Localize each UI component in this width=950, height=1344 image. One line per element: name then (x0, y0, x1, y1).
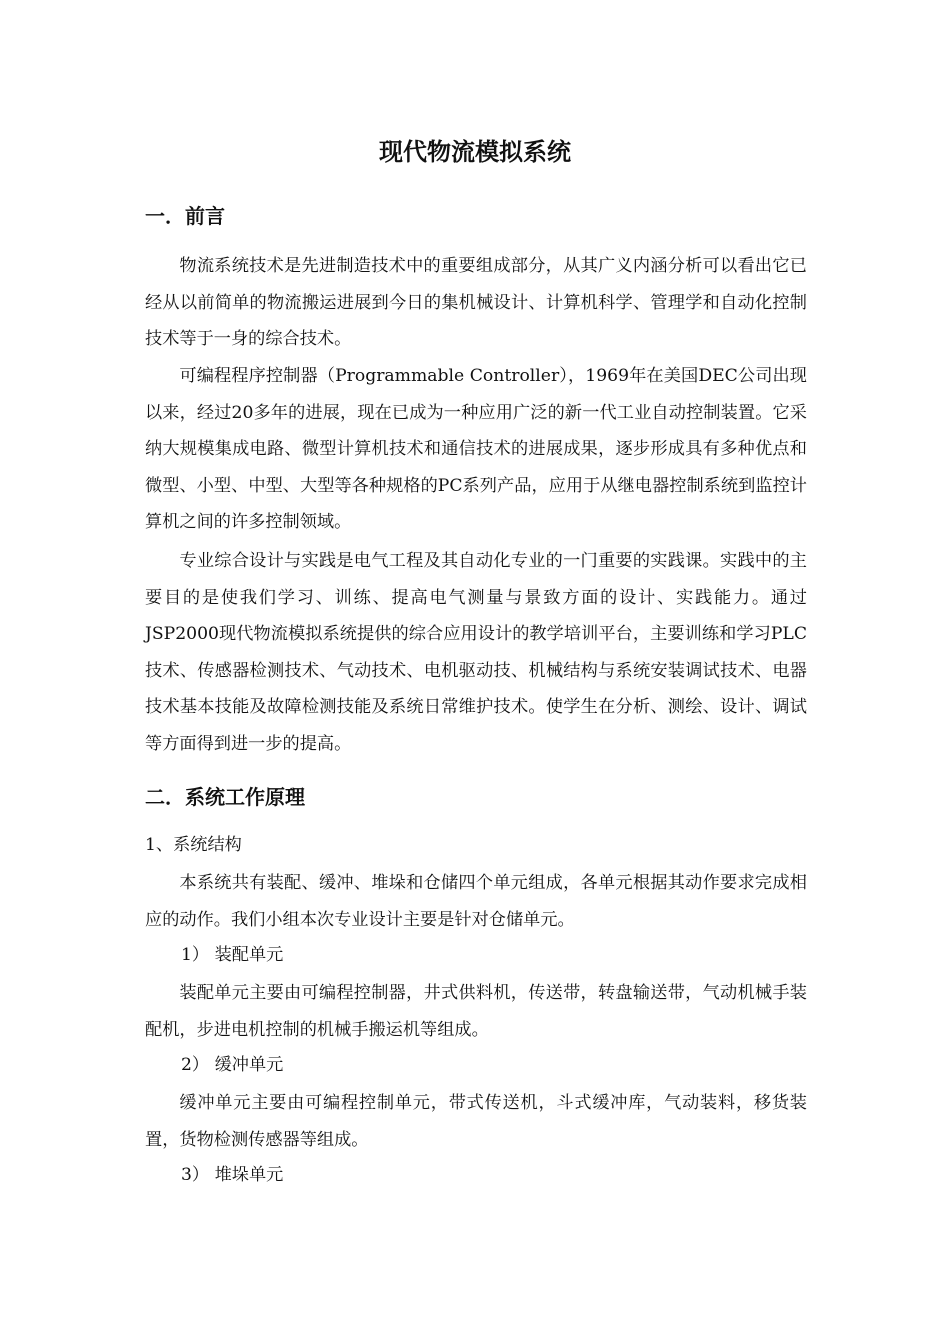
buffer-unit-paragraph: 缓冲单元主要由可编程控制单元，带式传送机，斗式缓冲库，气动装料，移货装置，货物检测传感器等组成。 (145, 1093, 807, 1150)
preface-paragraph-3: 专业综合设计与实践是电气工程及其自动化专业的一门重要的实践课。实践中的主要目的是使我们学习、训练、提高电气测量与景致方面的设计、实践能力。通过JSP2000现代物流模拟系统提供的综合应用设计的教学培训平台，主要训练和学习PLC技术、传感器检测技术、气动技术、电机驱动技、机械结构与系统安装调试技术、电器技术基本技能及故障检测技能及系统日常维护技术。使学生在分析、测绘、设计、调试等方面得到进一步的提高。 (145, 551, 807, 754)
system-structure-paragraph: 本系统共有装配、缓冲、堆垛和仓储四个单元组成，各单元根据其动作要求完成相应的动作。我们小组本次专业设计主要是针对仓储单元。 (145, 873, 807, 930)
section-heading-preface: 一．前言 (145, 204, 225, 228)
subsection-system-structure: 1、系统结构 (145, 835, 242, 855)
assembly-unit-paragraph: 装配单元主要由可编程控制器，井式供料机，传送带，转盘输送带，气动机械手装配机，步进电机控制的机械手搬运机等组成。 (145, 983, 807, 1040)
unit-label-assembly: 1） 装配单元 (181, 945, 284, 965)
unit-label-buffer: 2） 缓冲单元 (181, 1055, 284, 1075)
preface-paragraph-2: 可编程程序控制器（Programmable Controller），1969年在美国DEC公司出现以来，经过20多年的进展，现在已成为一种应用广泛的新一代工业自动控制装置。它采纳大规模集成电路、微型计算机技术和通信技术的进展成果，逐步形成具有多种优点和微型、小型、中型、大型等各种规格的PC系列产品，应用于从继电器控制系统到监控计算机之间的许多控制领域。 (145, 366, 807, 532)
unit-label-stacking: 3） 堆垛单元 (181, 1165, 284, 1185)
document-title: 现代物流模拟系统 (379, 138, 571, 166)
section-heading-principle: 二．系统工作原理 (145, 785, 305, 809)
preface-paragraph-1: 物流系统技术是先进制造技术中的重要组成部分，从其广义内涵分析可以看出它已经从以前简单的物流搬运进展到今日的集机械设计、计算机科学、管理学和自动化控制技术等于一身的综合技术。 (145, 256, 807, 349)
